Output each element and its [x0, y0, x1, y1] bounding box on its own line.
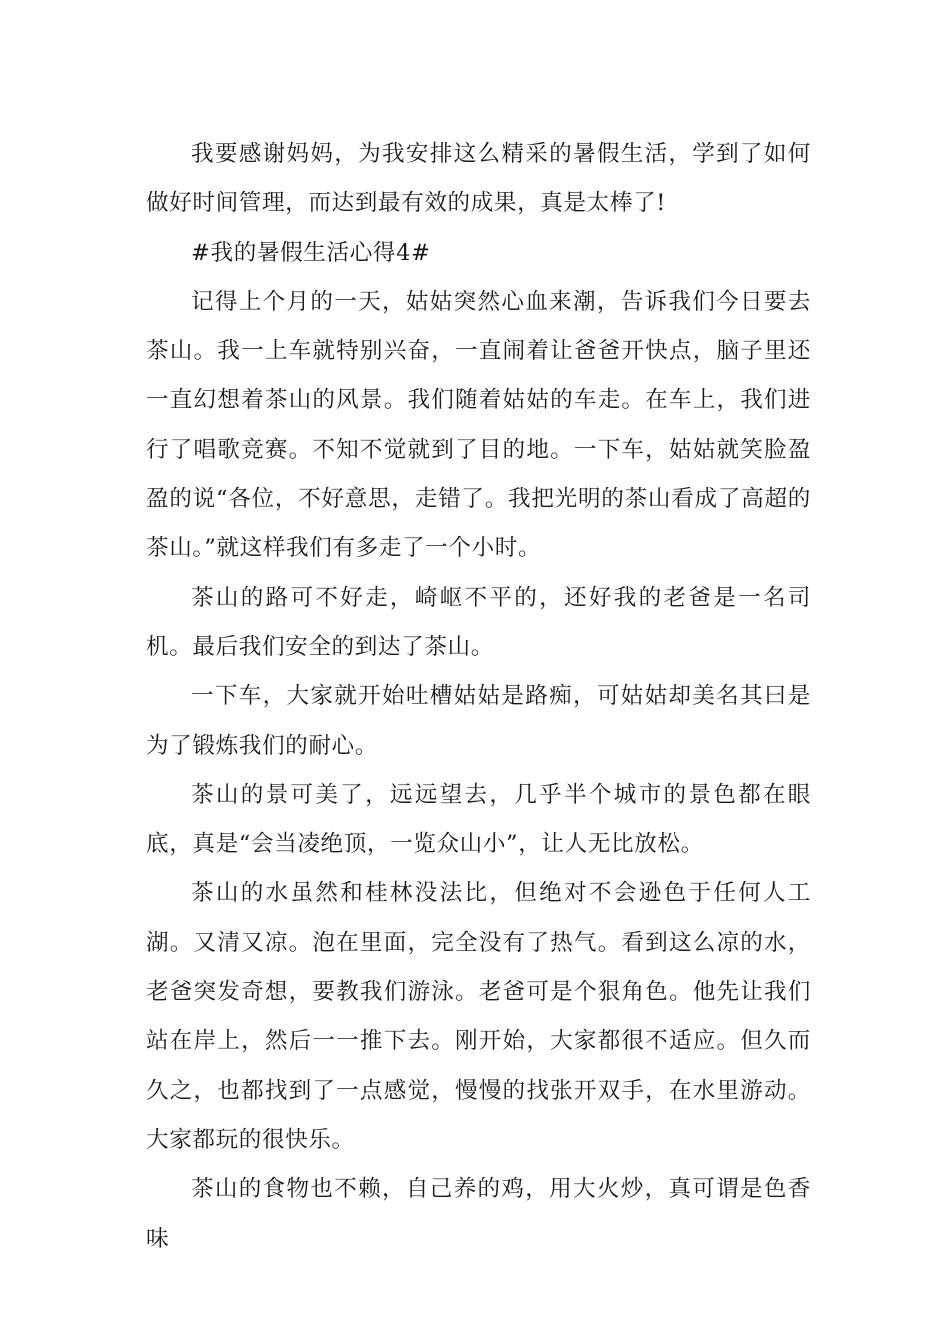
section-heading: #我的暑假生活心得4#: [191, 239, 431, 266]
paragraph-arrival: 一下车，大家就开始吐槽姑姑是路痴，可姑姑却美名其曰是为了锻炼我们的耐心。: [146, 683, 811, 759]
paragraph-food: 茶山的食物也不赖，自己养的鸡，用大火炒，真可谓是色香味: [146, 1176, 811, 1252]
paragraph-scenery: 茶山的景可美了，远远望去，几乎半个城市的景色都在眼底，真是“会当凌绝顶，一览众山小”，让人无比放松。: [146, 781, 811, 858]
paragraph-thanks: 我要感谢妈妈，为我安排这么精采的暑假生活，学到了如何做好时间管理，而达到最有效的成果，真是太棒了!: [146, 141, 811, 217]
paragraph-trip-start: 记得上个月的一天，姑姑突然心血来潮，告诉我们今日要去茶山。我一上车就特别兴奋，一直闹着让爸爸开快点，脑子里还一直幻想着茶山的风景。我们随着姑姑的车走。在车上，我们进行了唱歌竞赛。不知不觉就到了目的地。一下车，姑姑就笑脸盈盈的说“各位，不好意思，走错了。我把光明的茶山看成了高超的茶山。”就这样我们有多走了一个小时。: [146, 288, 811, 562]
paragraph-water: 茶山的水虽然和桂林没法比，但绝对不会逊色于任何人工湖。又清又凉。泡在里面，完全没有了热气。看到这么凉的水，老爸突发奇想，要教我们游泳。老爸可是个狠角色。他先让我们站在岸上，然后一一推下去。刚开始，大家都很不适应。但久而久之，也都找到了一点感觉，慢慢的找张开双手，在水里游动。大家都玩的很快乐。: [146, 880, 811, 1153]
paragraph-road: 茶山的路可不好走，崎岖不平的，还好我的老爸是一名司机。最后我们安全的到达了茶山。: [146, 584, 811, 660]
document-body: [146, 130, 811, 1264]
